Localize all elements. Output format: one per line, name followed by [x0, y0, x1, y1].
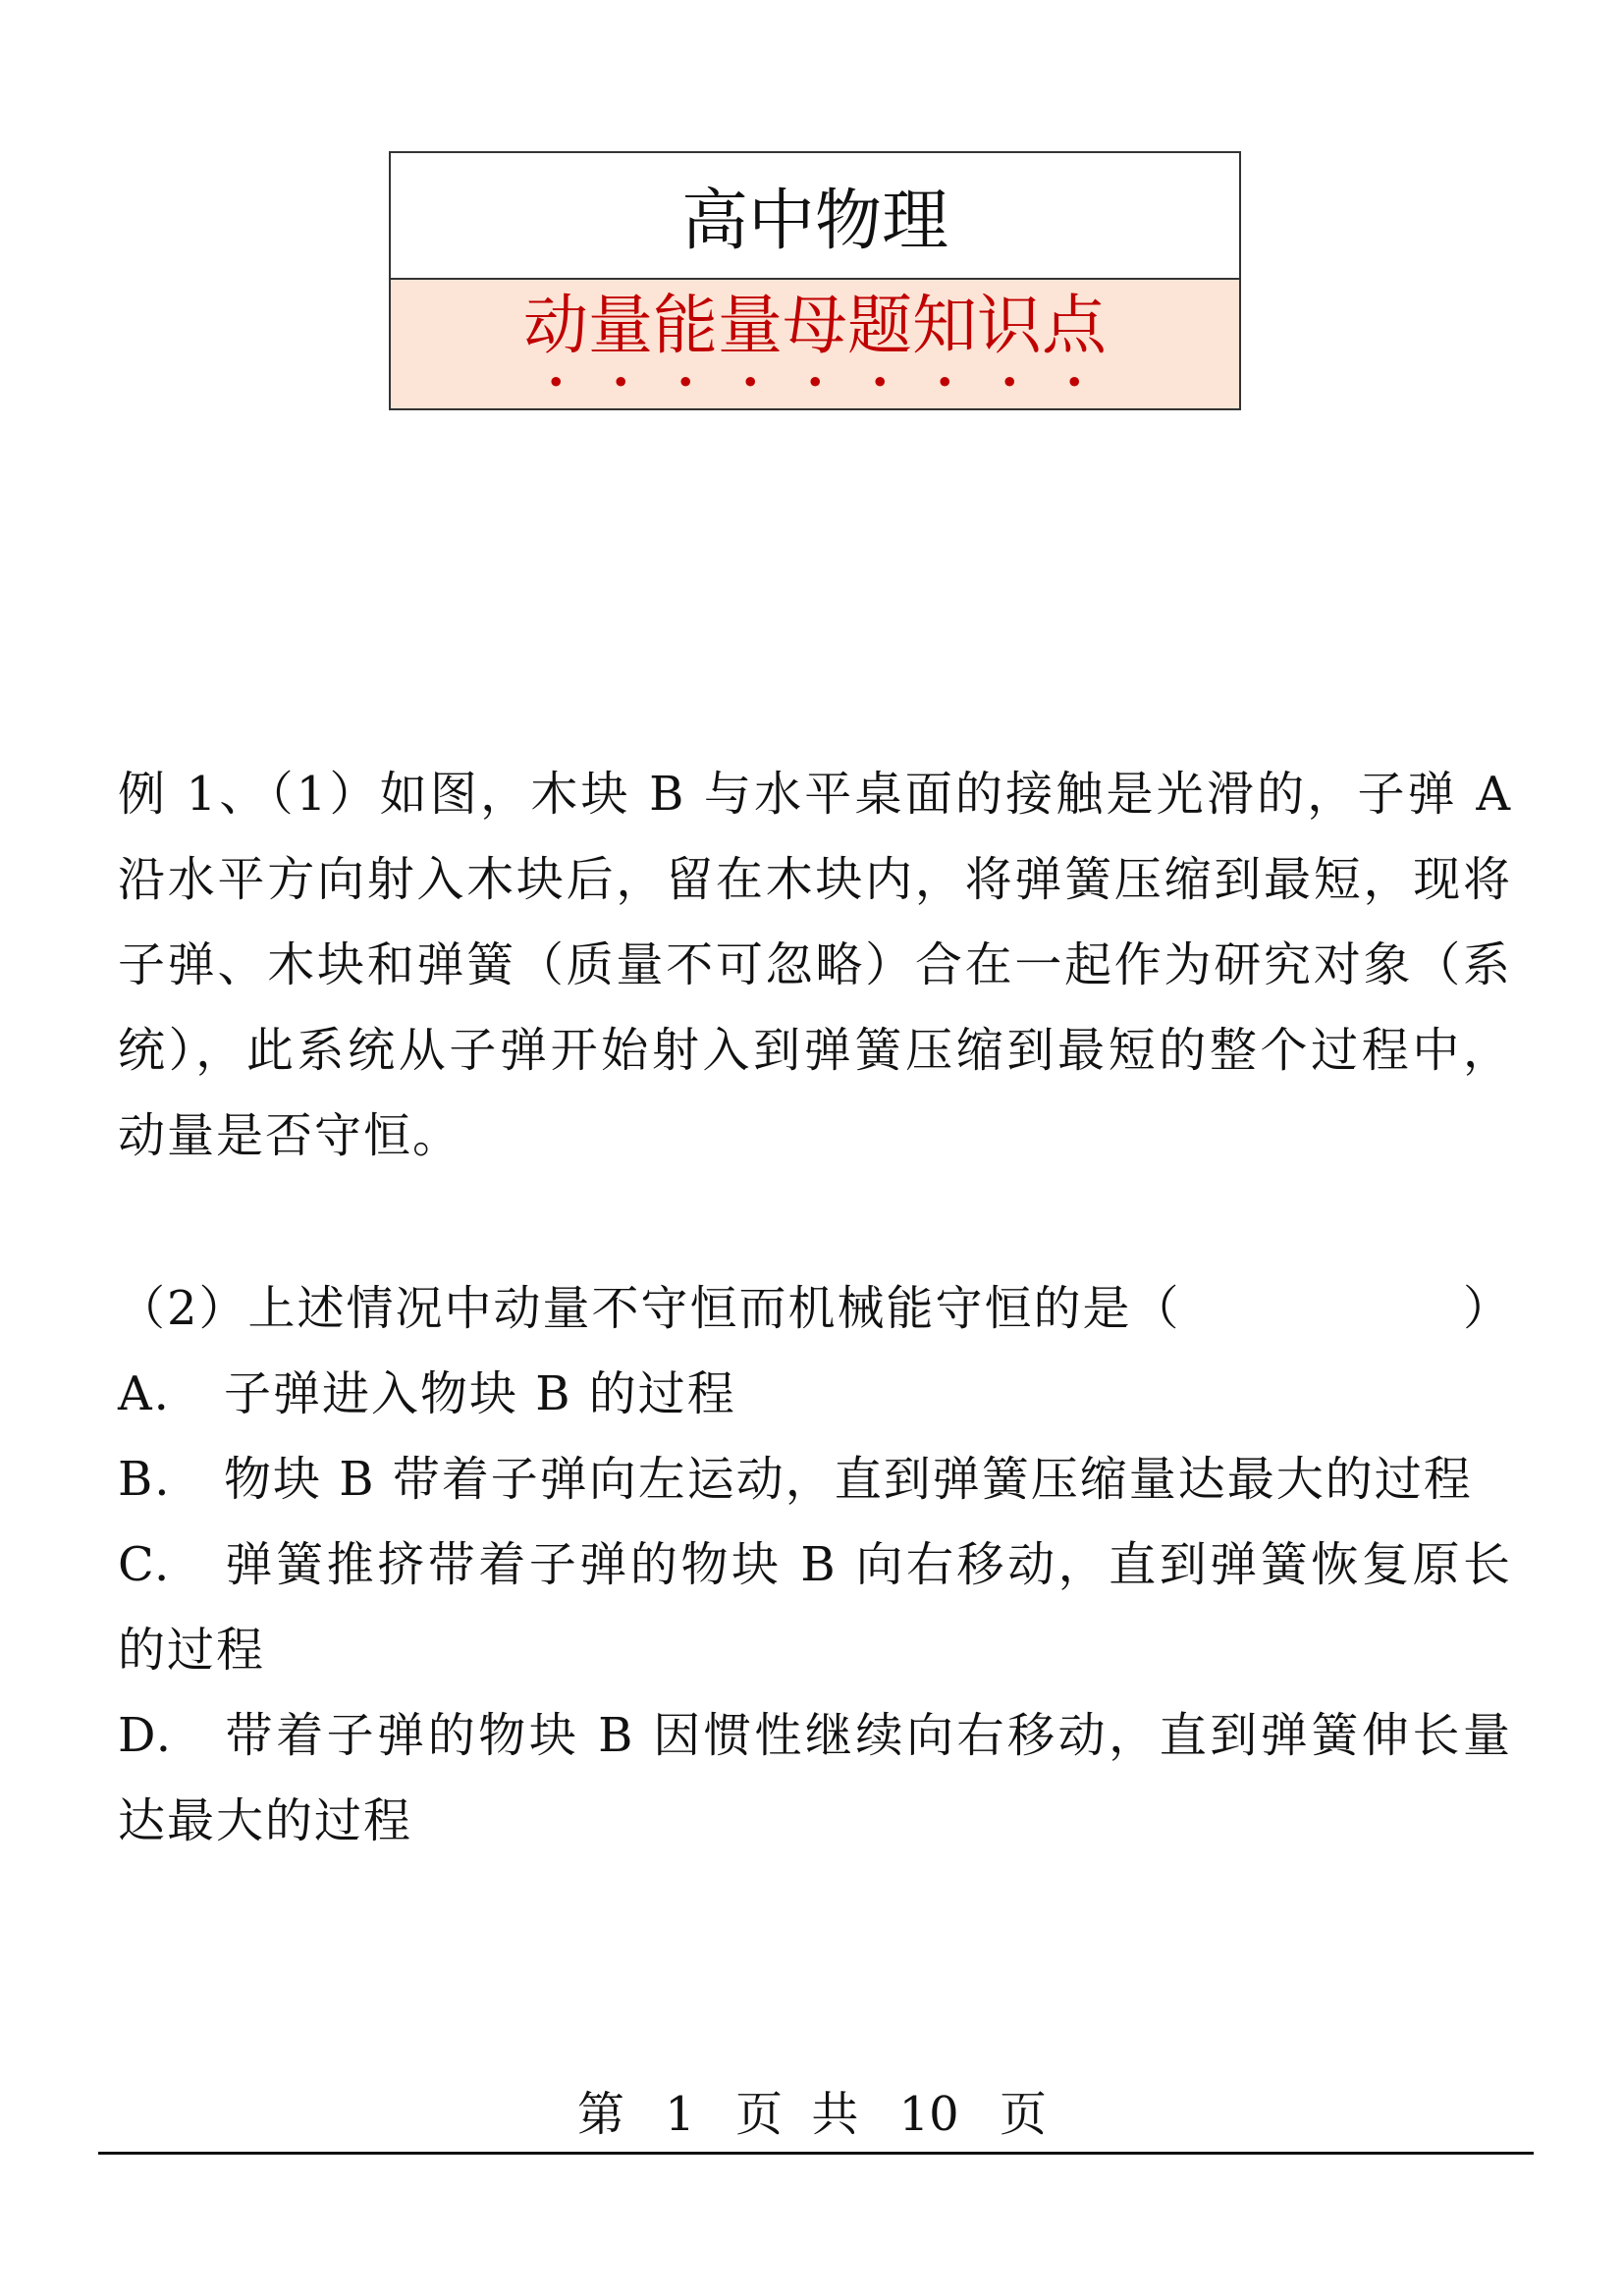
- option-text: 物块 B 带着子弹向左运动，直到弹簧压缩量达最大的过程: [224, 1452, 1473, 1507]
- main-title: 高中物理: [391, 153, 1239, 280]
- page-footer: [0, 2079, 1624, 2150]
- question-1: [118, 752, 1512, 1179]
- option-c: [118, 1522, 1512, 1693]
- footer-divider: [98, 2152, 1534, 2155]
- question-2-stem: （2）上述情况中动量不守恒而机械能守恒的是（: [118, 1281, 1181, 1336]
- option-d: [118, 1693, 1512, 1864]
- footer-middle: 页 共: [735, 2087, 859, 2142]
- footer-prefix: 第: [577, 2087, 625, 2142]
- question-1-text: 例 1、（1）如图，木块 B 与水平桌面的接触是光滑的，子弹 A 沿水平方向射入木块后，留在木块内，将弹簧压缩到最短，现将子弹、木块和弹簧（质量不可忽略）合在一起作为研究对象（系统），此系统从子弹开始射入到弹簧压缩到最短的整个过程中，动量是否守恒。: [118, 767, 1512, 1163]
- option-letter: B.: [118, 1452, 172, 1507]
- option-b: [118, 1437, 1512, 1522]
- option-letter: C.: [118, 1537, 172, 1592]
- question-2-stem-line: [118, 1266, 1512, 1352]
- option-text: 弹簧推挤带着子弹的物块 B 向右移动，直到弹簧恢复原长的过程: [118, 1537, 1512, 1678]
- question-2: [118, 1266, 1512, 1864]
- option-text: 子弹进入物块 B 的过程: [224, 1366, 736, 1421]
- answer-blank-close: ）: [1462, 1281, 1512, 1336]
- option-text: 带着子弹的物块 B 因惯性继续向右移动，直到弹簧伸长量达最大的过程: [118, 1708, 1512, 1848]
- title-box: [389, 151, 1241, 410]
- footer-suffix: 页: [999, 2087, 1047, 2142]
- option-letter: A.: [118, 1366, 171, 1421]
- total-pages: 10: [898, 2087, 959, 2142]
- subtitle: 动量能量母题知识点: [391, 280, 1239, 408]
- option-letter: D.: [118, 1708, 174, 1763]
- option-a: [118, 1352, 1512, 1437]
- page-number: 1: [665, 2087, 695, 2142]
